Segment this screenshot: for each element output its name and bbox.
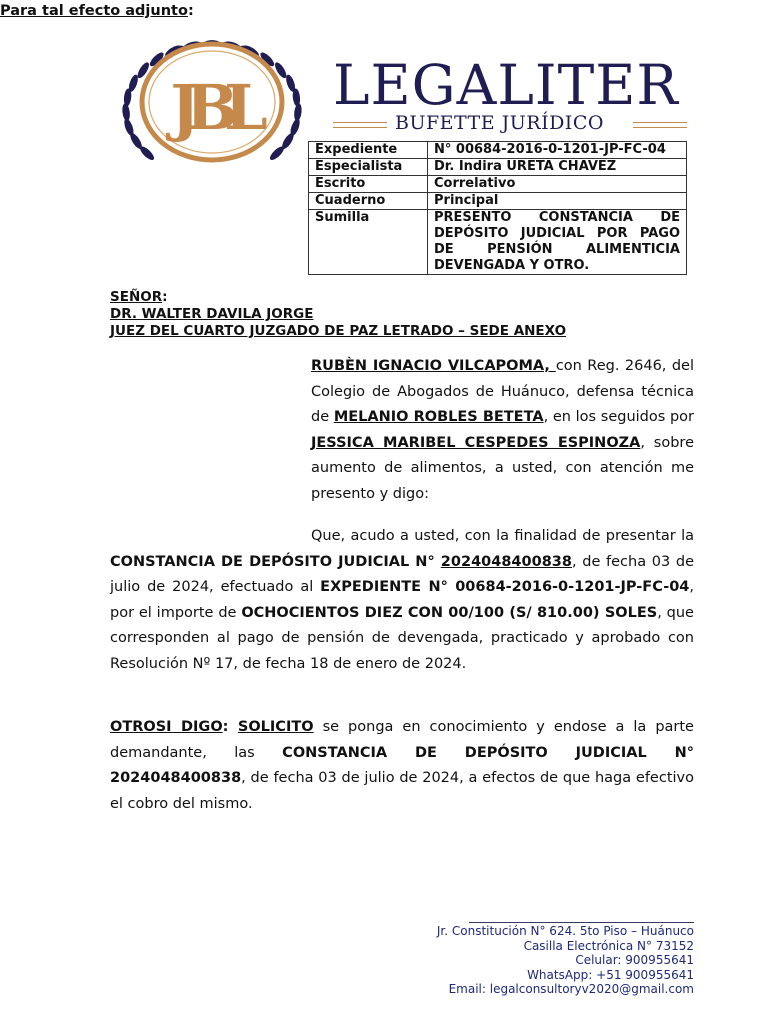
brand-divider-left: [333, 122, 387, 128]
case-info-label: Sumilla: [309, 210, 428, 275]
brand-name: LEGALITER: [333, 53, 679, 117]
case-info-label: Escrito: [309, 176, 428, 193]
footer-contact: [437, 924, 694, 997]
otrosi-paragraph: OTROSI DIGO: SOLICITO se ponga en conocimiento y endose a la parte demandante, las CONSTANCIA DE DEPÓSITO JUDICIAL N° 2024048400838, de fecha 03 de julio de 2024, a efectos de que haga efectivo el cobro del mismo.: [110, 719, 694, 812]
intro-paragraph: RUBÈN IGNACIO VILCAPOMA, con Reg. 2646, del Colegio de Abogados de Huánuco, defensa técnica de MELANIO ROBLES BETETA, en los seguidos por JESSICA MARIBEL CESPEDES ESPINOZA, sobre aumento de alimentos, a usted, con atención me presento y digo:: [311, 358, 695, 502]
case-info-table: [308, 141, 687, 275]
footer-divider: [469, 922, 694, 923]
case-info-row: [309, 176, 687, 193]
case-info-label: Cuaderno: [309, 193, 428, 210]
case-info-label: Expediente: [309, 142, 428, 159]
footer-email[interactable]: Email: legalconsultoryv2020@gmail.com: [448, 982, 694, 996]
case-info-label: Especialista: [309, 159, 428, 176]
footer-whatsapp: WhatsApp: +51 900955641: [527, 967, 694, 982]
case-info-row: [309, 210, 687, 275]
logo-monogram: JBL: [170, 71, 254, 144]
brand-block: [333, 52, 693, 142]
case-info-value: Principal: [428, 193, 687, 210]
case-info-value: Correlativo: [428, 176, 687, 193]
brand-divider-right: [633, 122, 687, 128]
footer-address: Jr. Constitución N° 624. 5to Piso – Huánuco: [436, 924, 694, 938]
main-paragraph: Que, acudo a usted, con la finalidad de presentar la CONSTANCIA DE DEPÓSITO JUDICIAL N° 2024048400838, de fecha 03 de julio de 2024, efectuado al EXPEDIENTE N° 00684-2016-0-1201-JP-FC-04, por el importe de OCHOCIENTOS DIEZ CON 00/100 (S/ 810.00) SOLES, que corresponden al pago de pensión de devengada, practicado y aprobado con Resolución Nº 17, de fecha 18 de enero de 2024.: [110, 528, 694, 672]
salutation: SEÑOR:: [110, 289, 168, 305]
case-info-value: N° 00684-2016-0-1201-JP-FC-04: [428, 142, 687, 159]
case-info-value: PRESENTO CONSTANCIA DE DEPÓSITO JUDICIAL POR PAGO DE PENSIÓN ALIMENTICIA DEVENGADA Y OTRO.: [428, 210, 687, 275]
judge-name: DR. WALTER DAVILA JORGE: [110, 306, 314, 322]
firm-logo: [112, 36, 312, 176]
footer-casilla: Casilla Electrónica N° 73152: [523, 938, 694, 953]
case-info-row: [309, 159, 687, 176]
brand-subtitle: BUFETTE JURÍDICO: [395, 112, 604, 134]
case-info-row: [309, 193, 687, 210]
case-info-row: [309, 142, 687, 159]
court-name: JUEZ DEL CUARTO JUZGADO DE PAZ LETRADO – SEDE ANEXO: [110, 323, 567, 339]
case-info-value: Dr. Indira URETA CHAVEZ: [428, 159, 687, 176]
addressee-block: [110, 289, 566, 340]
footer-phone: Celular: 900955641: [575, 953, 694, 967]
attachment-heading: Para tal efecto adjunto:: [0, 3, 194, 19]
